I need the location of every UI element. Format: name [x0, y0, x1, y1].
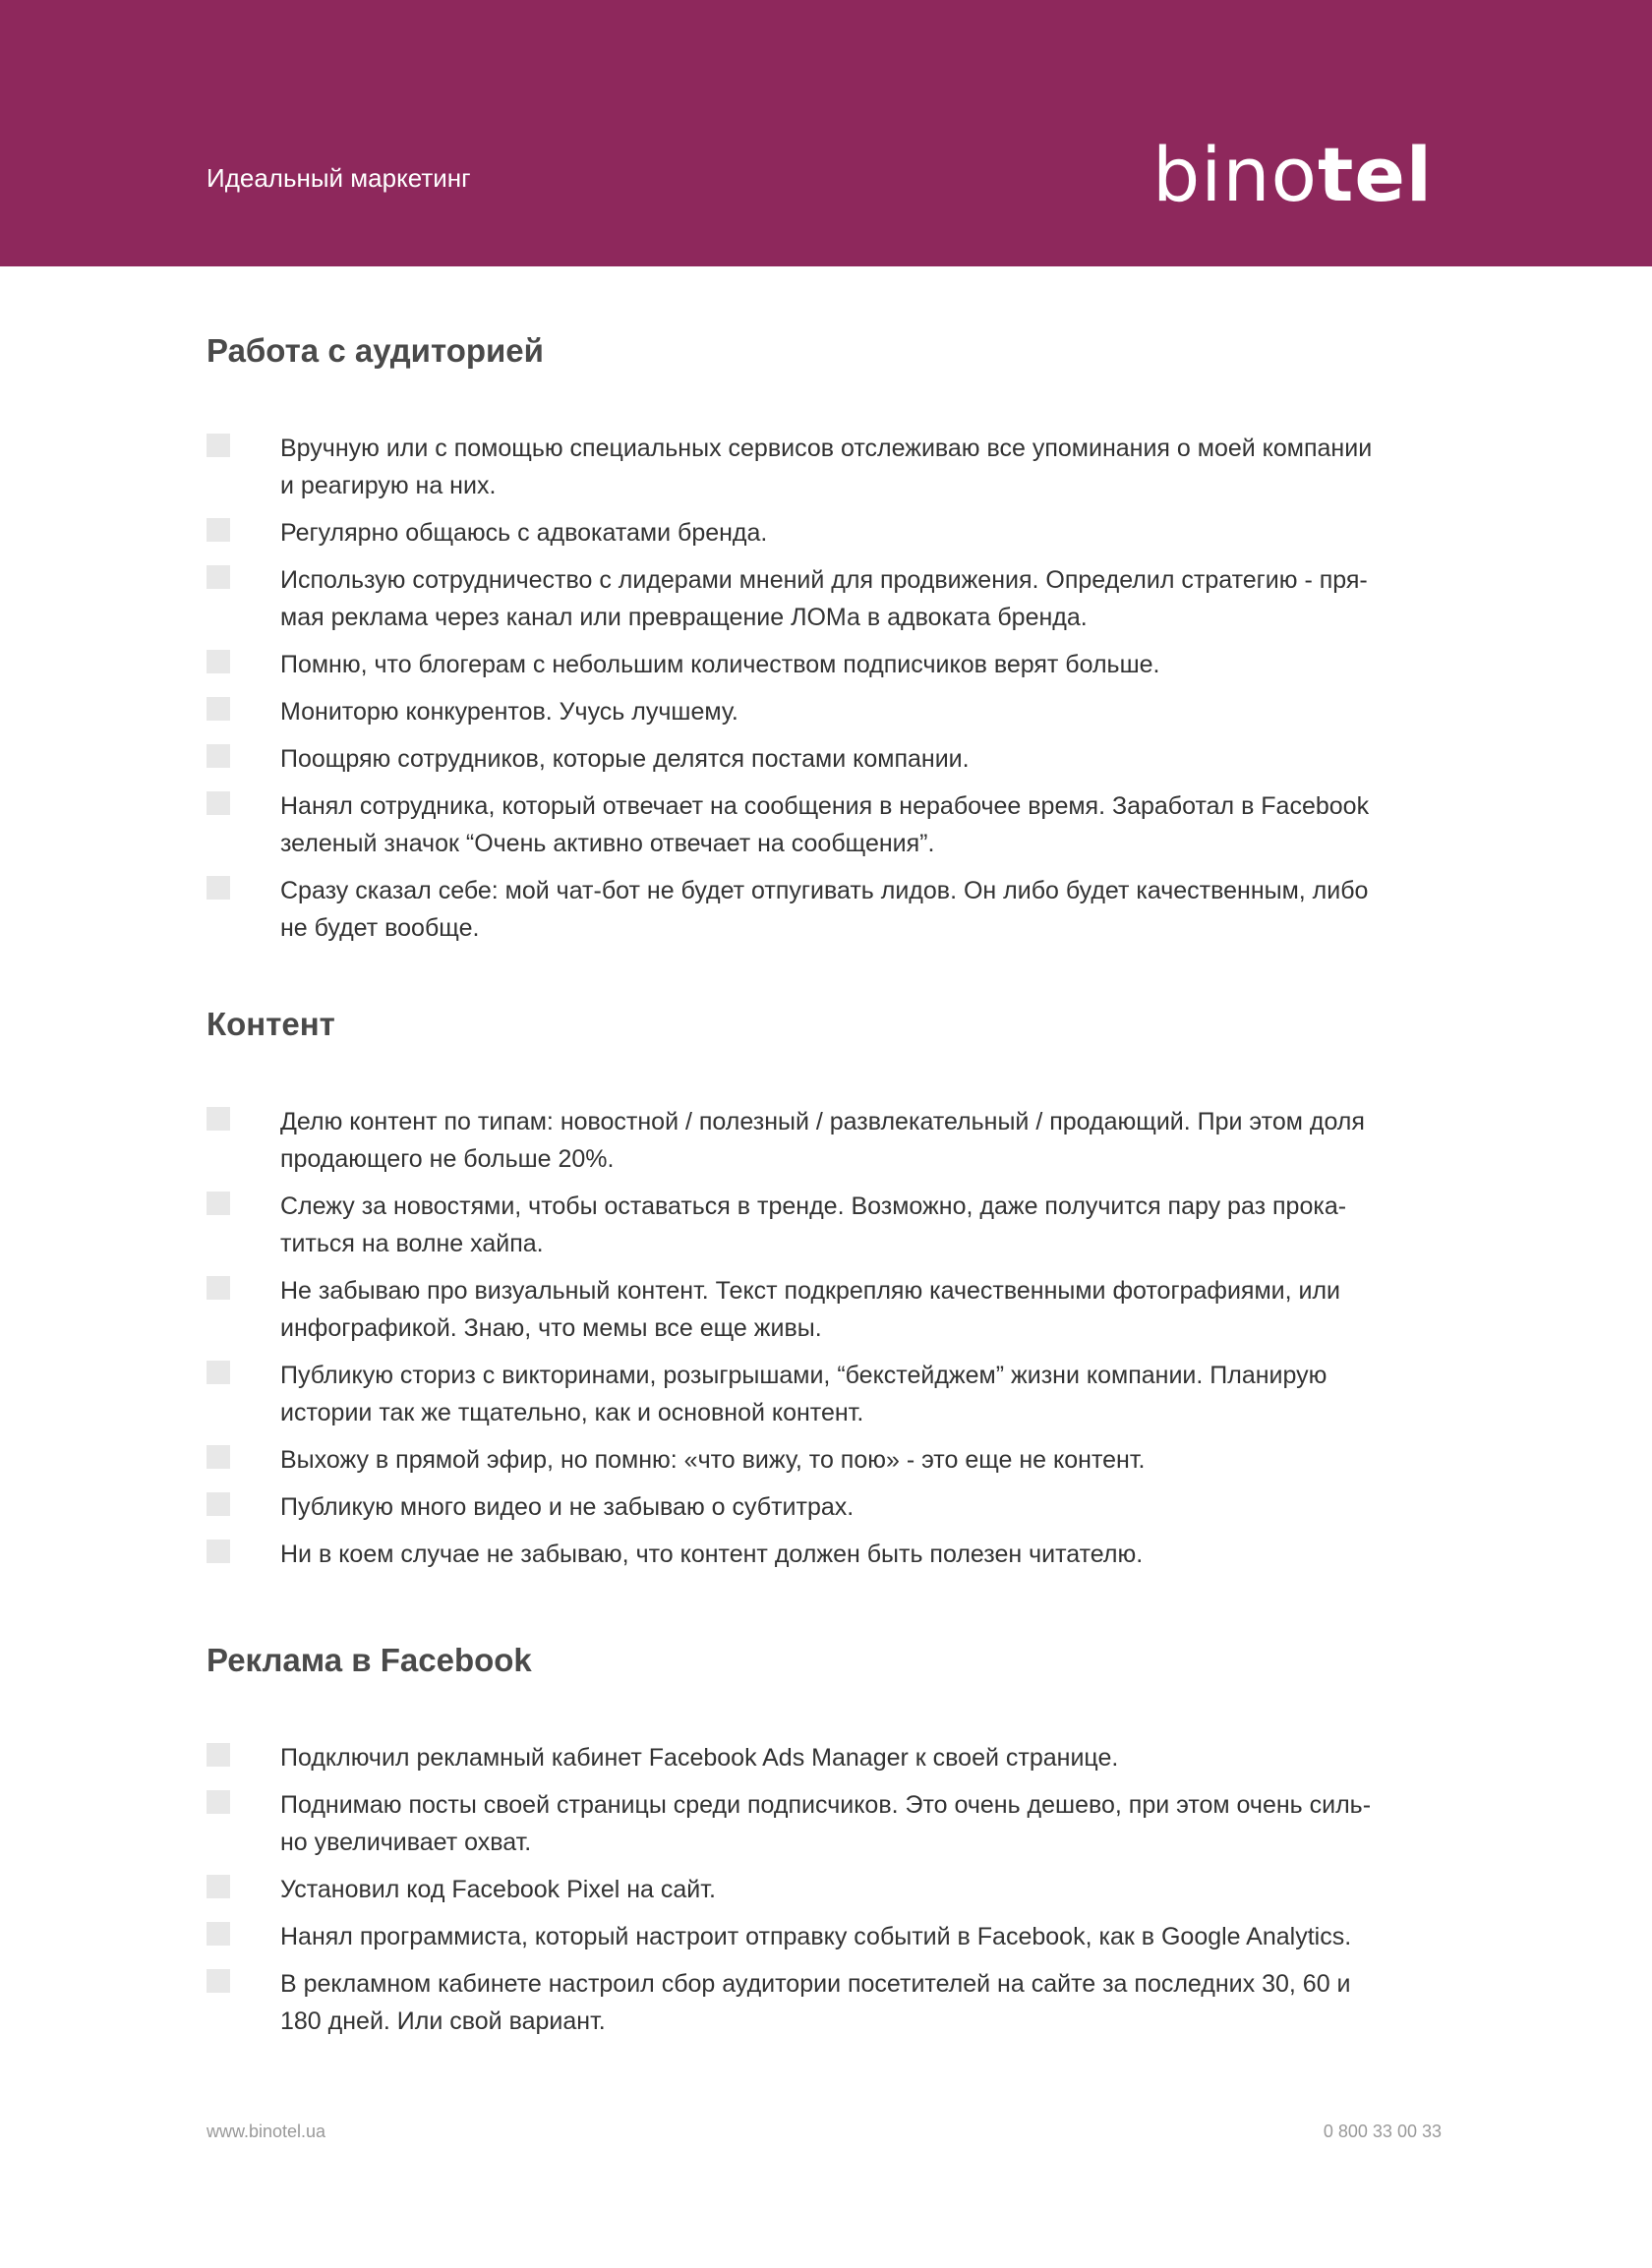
checklist-item-text: зеленый значок “Очень активно отвечает на сообщения”. — [280, 830, 935, 857]
section-heading: Работа с аудиторией — [206, 332, 544, 369]
checkbox[interactable] — [206, 744, 230, 768]
checklist-item-text: Использую сотрудничество с лидерами мнений для продвижения. Определил стратегию - пря- — [280, 566, 1368, 594]
checklist-item-text: Поднимаю посты своей страницы среди подписчиков. Это очень дешево, при этом очень силь- — [280, 1791, 1372, 1819]
checklist-item-text: Ни в коем случае не забываю, что контент должен быть полезен читателю. — [280, 1541, 1144, 1568]
checklist-item-text: Слежу за новостями, чтобы оставаться в тренде. Возможно, даже получится пару раз прока- — [280, 1192, 1347, 1220]
checklist-item-text: Нанял программиста, который настроит отправку событий в Facebook, как в Google Analytics. — [280, 1923, 1352, 1950]
checklist-item-text: Помню, что блогерам с небольшим количеством подписчиков верят больше. — [280, 651, 1160, 678]
logo-bold-part: tel — [1318, 131, 1433, 218]
checklist-item — [206, 693, 1446, 730]
checklist-item-text: Поощряю сотрудников, которые делятся постами компании. — [280, 745, 970, 773]
checkbox[interactable] — [206, 1192, 230, 1215]
checklist-item — [206, 1272, 1446, 1347]
checklist-item — [206, 1188, 1446, 1262]
checklist-item-text: инфографикой. Знаю, что мемы все еще живы. — [280, 1314, 822, 1342]
checkbox[interactable] — [206, 650, 230, 673]
checkbox[interactable] — [206, 1922, 230, 1946]
document-title: Идеальный маркетинг — [206, 163, 471, 193]
checkbox[interactable] — [206, 1969, 230, 1993]
footer-phone: 0 800 33 00 33 — [1323, 2122, 1442, 2141]
checkbox[interactable] — [206, 434, 230, 457]
checklist-item-text: Подключил рекламный кабинет Facebook Ads Manager к своей странице. — [280, 1744, 1119, 1772]
checklist-item-text: мая реклама через канал или превращение ЛОМа в адвоката бренда. — [280, 604, 1088, 631]
checklist-item — [206, 1103, 1446, 1178]
checkbox[interactable] — [206, 1492, 230, 1516]
checkbox[interactable] — [206, 1107, 230, 1131]
checklist-item-text: Вручную или с помощью специальных сервисов отслеживаю все упоминания о моей компании — [280, 435, 1373, 462]
checklist-item — [206, 787, 1446, 862]
checklist-item — [206, 1488, 1446, 1526]
checklist-item-text: Не забываю про визуальный контент. Текст подкрепляю качественными фотографиями, или — [280, 1277, 1341, 1305]
checklist-item-text: титься на волне хайпа. — [280, 1230, 544, 1257]
binotel-logo — [1152, 131, 1433, 218]
checklist-item — [206, 740, 1446, 778]
checklist-item-text: и реагирую на них. — [280, 472, 497, 499]
checkbox[interactable] — [206, 876, 230, 900]
checklist-item-text: Нанял сотрудника, который отвечает на сообщения в нерабочее время. Заработал в Facebook — [280, 792, 1370, 820]
checkbox[interactable] — [206, 1276, 230, 1300]
checklist-item — [206, 1871, 1446, 1908]
checklist-item-text: Делю контент по типам: новостной / полезный / развлекательный / продающий. При этом доля — [280, 1108, 1365, 1135]
checklist-item — [206, 561, 1446, 636]
checkbox[interactable] — [206, 1540, 230, 1563]
checklist-item-text: Мониторю конкурентов. Учусь лучшему. — [280, 698, 738, 726]
checklist-item — [206, 1786, 1446, 1861]
checklist-item — [206, 1536, 1446, 1573]
checkbox[interactable] — [206, 697, 230, 721]
section-audience — [206, 334, 1446, 957]
checklist-item — [206, 646, 1446, 683]
header-banner — [0, 0, 1652, 266]
checkbox[interactable] — [206, 1743, 230, 1767]
checklist-item-text: Установил код Facebook Pixel на сайт. — [280, 1876, 716, 1903]
section-heading: Контент — [206, 1006, 335, 1042]
checklist-item — [206, 1739, 1446, 1776]
footer-website: www.binotel.ua — [206, 2122, 326, 2141]
checklist-item-text: истории так же тщательно, как и основной контент. — [280, 1399, 864, 1426]
logo-light-part: bino — [1152, 131, 1319, 218]
checklist-item — [206, 1357, 1446, 1431]
checklist-item-text: Регулярно общаюсь с адвокатами бренда. — [280, 519, 768, 547]
checklist-item-text: но увеличивает охват. — [280, 1829, 532, 1856]
checklist-item — [206, 1965, 1446, 2040]
checklist-item — [206, 514, 1446, 552]
checklist-item — [206, 872, 1446, 947]
checklist-item — [206, 430, 1446, 504]
checklist-item-text: В рекламном кабинете настроил сбор аудитории посетителей на сайте за последних 30, 60 и — [280, 1970, 1351, 1998]
checklist-item — [206, 1441, 1446, 1479]
checklist-item-text: продающего не больше 20%. — [280, 1145, 615, 1173]
section-facebook-ads — [206, 1644, 1446, 2050]
checklist-item-text: Сразу сказал себе: мой чат-бот не будет отпугивать лидов. Он либо будет качественным, либо — [280, 877, 1369, 904]
checklist-item-text: 180 дней. Или свой вариант. — [280, 2007, 606, 2035]
checkbox[interactable] — [206, 791, 230, 815]
checkbox[interactable] — [206, 1361, 230, 1384]
section-content — [206, 1008, 1446, 1583]
checklist-item-text: Публикую сториз с викторинами, розыгрышами, “бекстейджем” жизни компании. Планирую — [280, 1362, 1328, 1389]
checklist-item — [206, 1918, 1446, 1955]
checkbox[interactable] — [206, 565, 230, 589]
checkbox[interactable] — [206, 1445, 230, 1469]
checkbox[interactable] — [206, 518, 230, 542]
checkbox[interactable] — [206, 1790, 230, 1814]
checkbox[interactable] — [206, 1875, 230, 1898]
section-heading: Реклама в Facebook — [206, 1642, 532, 1678]
checklist-item-text: Публикую много видео и не забываю о субтитрах. — [280, 1493, 855, 1521]
checklist-item-text: Выхожу в прямой эфир, но помню: «что вижу, то пою» - это еще не контент. — [280, 1446, 1146, 1474]
checklist-item-text: не будет вообще. — [280, 914, 480, 942]
